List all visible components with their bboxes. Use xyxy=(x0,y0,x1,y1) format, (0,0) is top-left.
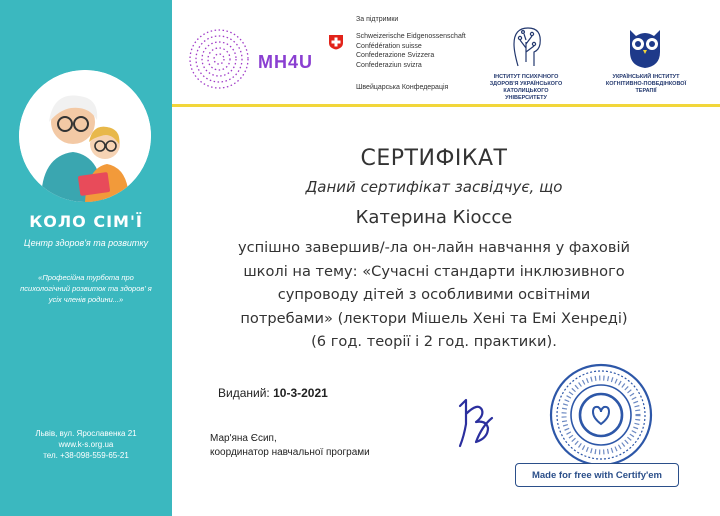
handwritten-signature xyxy=(452,396,500,452)
swiss-confederation-label: Швейцарська Конфедерація xyxy=(356,84,449,91)
body-line: школі на тему: «Сучасні стандарти інклюзивного xyxy=(243,262,625,280)
certificate-title: СЕРТИФІКАТ xyxy=(360,146,508,171)
swiss-names: Schweizerische Eidgenossenschaft Confédération suisse Confederazione Svizzera Confederaziun svizra xyxy=(356,33,466,69)
yellow-divider xyxy=(172,104,720,107)
family-illustration-logo xyxy=(19,70,151,202)
mh4u-logo: MH4U xyxy=(258,52,314,72)
certificate-body xyxy=(210,236,658,354)
sidebar xyxy=(0,0,172,516)
tree-head-icon xyxy=(504,22,548,70)
body-line: супроводу дітей з особливими освітніми xyxy=(277,286,591,303)
partner-logos xyxy=(186,22,710,106)
body-line: успішно завершив/-ла он-лайн навчання у фаховій xyxy=(237,239,631,256)
recipient-name: Катерина Кіоссе xyxy=(355,207,513,228)
signer-role: координатор навчальної програми xyxy=(210,447,370,458)
org-slogan: «Професійна турбота про психологічний розвиток та здоров' я усіх членів родини...» xyxy=(20,273,152,304)
issued-label: Виданий: xyxy=(218,386,270,400)
swiss-flag-icon xyxy=(328,34,344,50)
organization-stamp xyxy=(548,362,654,468)
institute-cbt-label: УКРАЇНСЬКИЙ ІНСТИТУТ КОГНІТИВНО-ПОВЕДІНКОВОЇ ТЕРАПІЇ xyxy=(605,74,687,94)
signer-name: Мар'яна Єсип, xyxy=(210,433,277,444)
address: Львів, вул. Ярославенка 21 xyxy=(35,429,137,438)
org-name: КОЛО СІМ'Ї xyxy=(29,212,143,231)
website-link[interactable]: www.k-s.org.ua xyxy=(58,440,114,449)
certificate-subtitle: Даний сертифікат засвідчує, що xyxy=(305,178,563,196)
issued-date: 10-3-2021 xyxy=(273,386,328,400)
contacts xyxy=(0,428,172,461)
signer-block xyxy=(210,432,370,460)
body-line: (6 год. теорії і 2 год. практики). xyxy=(311,333,557,350)
owl-icon xyxy=(624,22,666,70)
dotted-circle-logo xyxy=(186,26,252,92)
issued-line xyxy=(218,386,328,400)
body-line: потребами» (лектори Мішель Хені та Емі Хенреді) xyxy=(240,309,628,327)
certify-em-badge[interactable]: Made for free with Certify'em xyxy=(515,463,679,487)
org-subtitle: Центр здоров'я та розвитку xyxy=(23,238,149,248)
institute-mental-health-label: ІНСТИТУТ ПСИХІЧНОГО ЗДОРОВ'Я УКРАЇНСЬКОГО КАТОЛИЦЬКОГО УНІВЕРСИТЕТУ xyxy=(489,74,563,101)
phone: тел. +38-098-559-65-21 xyxy=(43,451,129,460)
support-label: За підтримки xyxy=(356,16,399,23)
